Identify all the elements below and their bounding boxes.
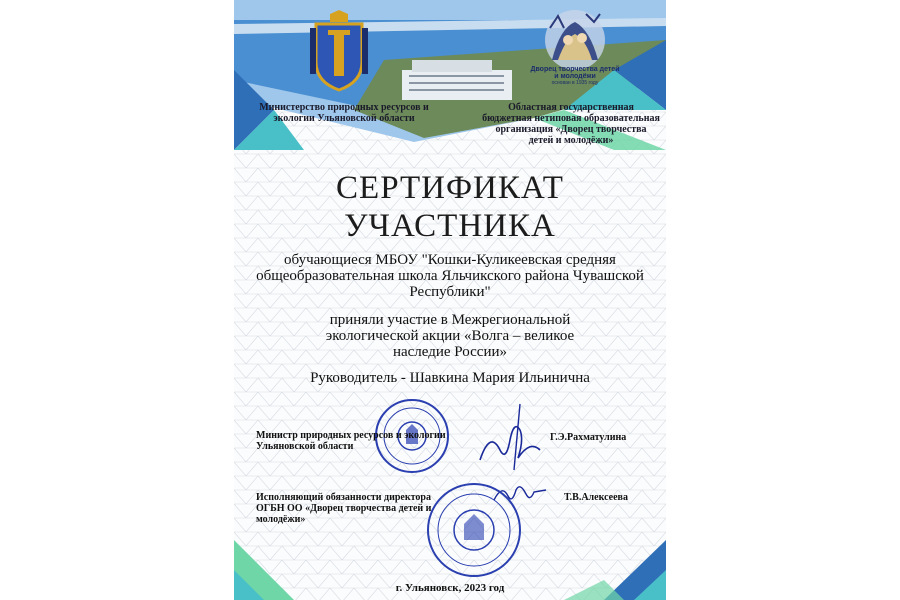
leader-text: Руководитель - Шавкина Мария Ильинична xyxy=(310,370,590,386)
coat-of-arms-icon xyxy=(310,10,368,92)
participation-text: приняли участие в Межрегиональной экологической акции «Волга – великое наследие России» xyxy=(325,312,575,360)
certificate xyxy=(234,0,666,600)
palace-logo-text: Дворец творчества детей и молодёжи xyxy=(530,66,620,80)
signatory-position-2: Исполняющий обязанности директора ОГБН ОО «Дворец творчества детей и молодёжи» xyxy=(256,492,432,525)
organization-name: Областная государственная бюджетная нетиповая образовательная организация «Дворец творчества детей и молодёжи» xyxy=(482,102,660,146)
palace-logo-caption xyxy=(530,66,620,87)
signatory-name-1: Г.Э.Рахматулина xyxy=(550,432,627,443)
signatory-name-2: Т.В.Алексеева xyxy=(564,492,628,503)
signatory-position-1: Министр природных ресурсов и экологии Ульяновской области xyxy=(256,430,446,452)
recipient-text: обучающиеся МБОУ "Кошки-Куликеевская средняя общеобразовательная школа Яльчикского района Чувашской Республики" xyxy=(256,252,644,300)
signature-icon xyxy=(470,400,550,480)
city-year: г. Ульяновск, 2023 год xyxy=(395,582,505,594)
certificate-title-line2: УЧАСТНИКА xyxy=(344,208,556,244)
certificate-title-line1: СЕРТИФИКАТ xyxy=(336,170,564,206)
ministry-name: Министерство природных ресурсов и экологии Ульяновской области xyxy=(259,102,429,124)
palace-logo-subtext: основан в 1935 году xyxy=(551,80,599,86)
